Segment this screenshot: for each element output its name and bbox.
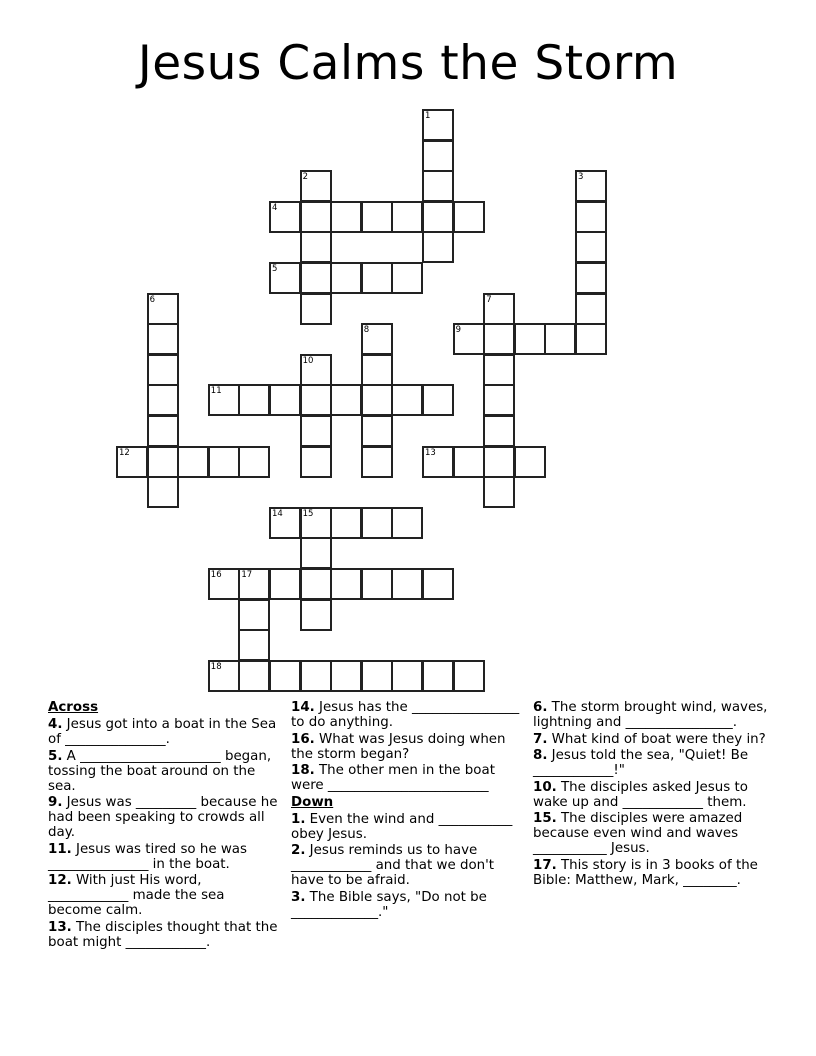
grid-cell[interactable] [147,476,179,508]
clue-text: A _____________________ began, tossing the boat around on the sea. [48,748,272,794]
grid-cell[interactable] [483,446,515,478]
cell-number: 10 [302,355,314,366]
cell-number: 18 [210,661,222,672]
grid-cell[interactable] [422,660,454,692]
grid-cell[interactable] [330,507,362,539]
grid-cell[interactable] [361,507,393,539]
clue-down-17 [533,858,773,888]
grid-cell[interactable] [116,446,148,478]
cell-number: 12 [119,447,130,458]
grid-cell[interactable] [422,568,454,600]
clue-down-2 [291,843,531,888]
grid-cell[interactable] [575,293,607,325]
clue-across-16 [291,732,531,762]
clue-text: Jesus has the ________________ to do anything. [291,700,520,730]
grid-cell[interactable] [453,660,485,692]
grid-cell[interactable] [575,170,607,202]
grid-cell[interactable] [544,323,576,355]
grid-cell[interactable] [361,323,393,355]
grid-cell[interactable] [300,293,332,325]
grid-cell[interactable] [361,660,393,692]
grid-cell[interactable] [483,415,515,447]
clue-number: 18. [291,763,315,778]
puzzle-title: Jesus Calms the Storm [137,36,679,91]
cell-number: 15 [302,508,314,519]
clue-text: What was Jesus doing when the storm began? [291,731,506,762]
grid-cell[interactable] [391,384,423,416]
grid-cell[interactable] [147,415,179,447]
cell-number: 9 [455,325,462,336]
grid-cell[interactable] [300,660,332,692]
grid-cell[interactable] [575,201,607,233]
clue-number: 8. [533,748,548,763]
grid-cell[interactable] [208,660,240,692]
grid-cell[interactable] [330,262,362,294]
clue-down-10 [533,780,773,810]
cell-number: 11 [210,386,222,397]
clue-text: The disciples were amazed because even wind and waves ___________ Jesus. [533,811,743,856]
cell-number: 16 [210,570,222,580]
clue-number: 7. [533,731,548,747]
grid-cell[interactable] [453,446,485,478]
clues-column-1 [48,700,280,951]
grid-cell[interactable] [422,109,454,141]
cell-number: 14 [272,508,283,519]
grid-cell[interactable] [361,201,393,233]
clue-across-13 [48,920,280,950]
clue-number: 3. [291,889,306,905]
grid-cell[interactable] [208,384,240,416]
grid-cell[interactable] [483,476,515,508]
grid-cell[interactable] [483,354,515,386]
grid-cell[interactable] [208,446,240,478]
grid-cell[interactable] [269,507,301,539]
clue-text: With just His word, ____________ made the sea become calm. [48,873,225,918]
clue-text: What kind of boat were they in? [547,731,766,747]
grid-cell[interactable] [361,262,393,294]
grid-cell[interactable] [269,384,301,416]
grid-cell[interactable] [483,293,515,325]
grid-cell[interactable] [300,354,332,386]
cell-number: 2 [302,172,309,183]
grid-cell[interactable] [453,323,485,355]
grid-cell[interactable] [177,446,209,478]
clue-number: 4. [48,717,63,732]
grid-cell[interactable] [300,415,332,447]
clue-number: 15. [533,811,557,826]
grid-cell[interactable] [238,599,270,631]
grid-cell[interactable] [330,201,362,233]
grid-cell[interactable] [300,384,332,416]
clues-column-2 [291,700,531,921]
grid-cell[interactable] [391,660,423,692]
grid-cell[interactable] [391,568,423,600]
grid-cell[interactable] [453,201,485,233]
grid-cell[interactable] [147,293,179,325]
clue-text: Even the wind and ___________ obey Jesus. [291,811,513,842]
clue-text: Jesus reminds us to have ____________ and that we don't have to be afraid. [291,843,495,888]
clue-across-18 [291,763,531,793]
grid-cell[interactable] [361,568,393,600]
cell-number: 6 [149,294,156,305]
grid-cell[interactable] [483,384,515,416]
grid-cell[interactable] [575,323,607,355]
grid-cell[interactable] [422,384,454,416]
clue-across-9 [48,795,280,840]
clue-number: 9. [48,795,63,810]
clue-down-7 [533,732,773,747]
clue-across-5 [48,749,280,794]
grid-cell[interactable] [391,262,423,294]
grid-cell[interactable] [391,507,423,539]
clues-column-3 [533,700,773,889]
grid-cell[interactable] [238,384,270,416]
clue-number: 10. [533,779,557,795]
grid-cell[interactable] [147,446,179,478]
grid-cell[interactable] [422,446,454,478]
clue-number: 13. [48,919,72,935]
cell-number: 8 [363,325,370,336]
clue-text: Jesus got into a boat in the Sea of _______________. [48,717,277,747]
grid-cell[interactable] [422,201,454,233]
grid-cell[interactable] [238,446,270,478]
clue-number: 5. [48,748,63,764]
grid-cell[interactable] [238,660,270,692]
clue-across-14 [291,700,531,730]
grid-cell[interactable] [514,323,546,355]
grid-cell[interactable] [422,170,454,202]
grid-cell[interactable] [300,201,332,233]
grid-cell[interactable] [300,599,332,631]
clue-number: 16. [291,731,315,747]
grid-cell[interactable] [361,415,393,447]
clue-text: Jesus told the sea, "Quiet! Be ____________!" [533,748,749,778]
clue-number: 2. [291,843,306,858]
clue-across-12 [48,873,280,918]
grid-cell[interactable] [269,201,301,233]
grid-cell[interactable] [300,231,332,263]
clue-across-11 [48,842,280,872]
grid-cell[interactable] [147,354,179,386]
cell-number: 4 [272,202,278,213]
clue-text: Jesus was tired so he was _______________ in the boat. [48,841,247,872]
across-heading: Across [48,700,99,715]
grid-cell[interactable] [422,140,454,172]
cell-number: 5 [272,264,278,274]
clue-across-4 [48,717,280,747]
grid-cell[interactable] [238,568,270,600]
clue-text: The storm brought wind, waves, lightning and ________________. [533,700,768,730]
cell-number: 3 [578,172,584,183]
clue-text: The disciples asked Jesus to wake up and ____________ them. [533,779,748,810]
cell-number: 13 [425,447,436,458]
clue-text: Jesus was _________ because he had been speaking to crowds all day. [48,795,278,840]
grid-cell[interactable] [300,170,332,202]
cell-number: 1 [425,111,431,121]
clue-down-15 [533,811,773,856]
cell-number: 17 [241,570,253,580]
grid-cell[interactable] [300,446,332,478]
clue-number: 12. [48,873,72,888]
grid-cell[interactable] [238,629,270,661]
clue-down-8 [533,748,773,778]
clue-down-3 [291,890,531,920]
clue-number: 6. [533,700,548,715]
grid-cell[interactable] [361,354,393,386]
clue-number: 14. [291,700,315,715]
clue-down-6 [533,700,773,730]
grid-cell[interactable] [300,262,332,294]
grid-cell[interactable] [422,231,454,263]
grid-cell[interactable] [575,262,607,294]
grid-cell[interactable] [269,660,301,692]
grid-cell[interactable] [300,568,332,600]
clue-number: 1. [291,811,306,827]
grid-cell[interactable] [147,323,179,355]
grid-cell[interactable] [300,507,332,539]
grid-cell[interactable] [575,231,607,263]
grid-cell[interactable] [361,446,393,478]
clue-text: The Bible says, "Do not be _____________." [291,889,487,920]
cell-number: 7 [486,294,492,305]
down-heading: Down [291,794,334,810]
clue-down-1 [291,812,531,842]
grid-cell[interactable] [361,384,393,416]
grid-cell[interactable] [269,568,301,600]
grid-cell[interactable] [147,384,179,416]
grid-cell[interactable] [391,201,423,233]
clue-text: This story is in 3 books of the Bible: Matthew, Mark, ________. [533,857,758,888]
grid-cell[interactable] [208,568,240,600]
grid-cell[interactable] [483,323,515,355]
grid-cell[interactable] [269,262,301,294]
clue-number: 11. [48,841,72,857]
clue-text: The other men in the boat were ________________________ [291,763,495,793]
grid-cell[interactable] [330,384,362,416]
grid-cell[interactable] [514,446,546,478]
grid-cell[interactable] [330,568,362,600]
clue-number: 17. [533,857,557,873]
grid-cell[interactable] [330,660,362,692]
grid-cell[interactable] [300,537,332,569]
clue-text: The disciples thought that the boat might ____________. [48,919,278,950]
